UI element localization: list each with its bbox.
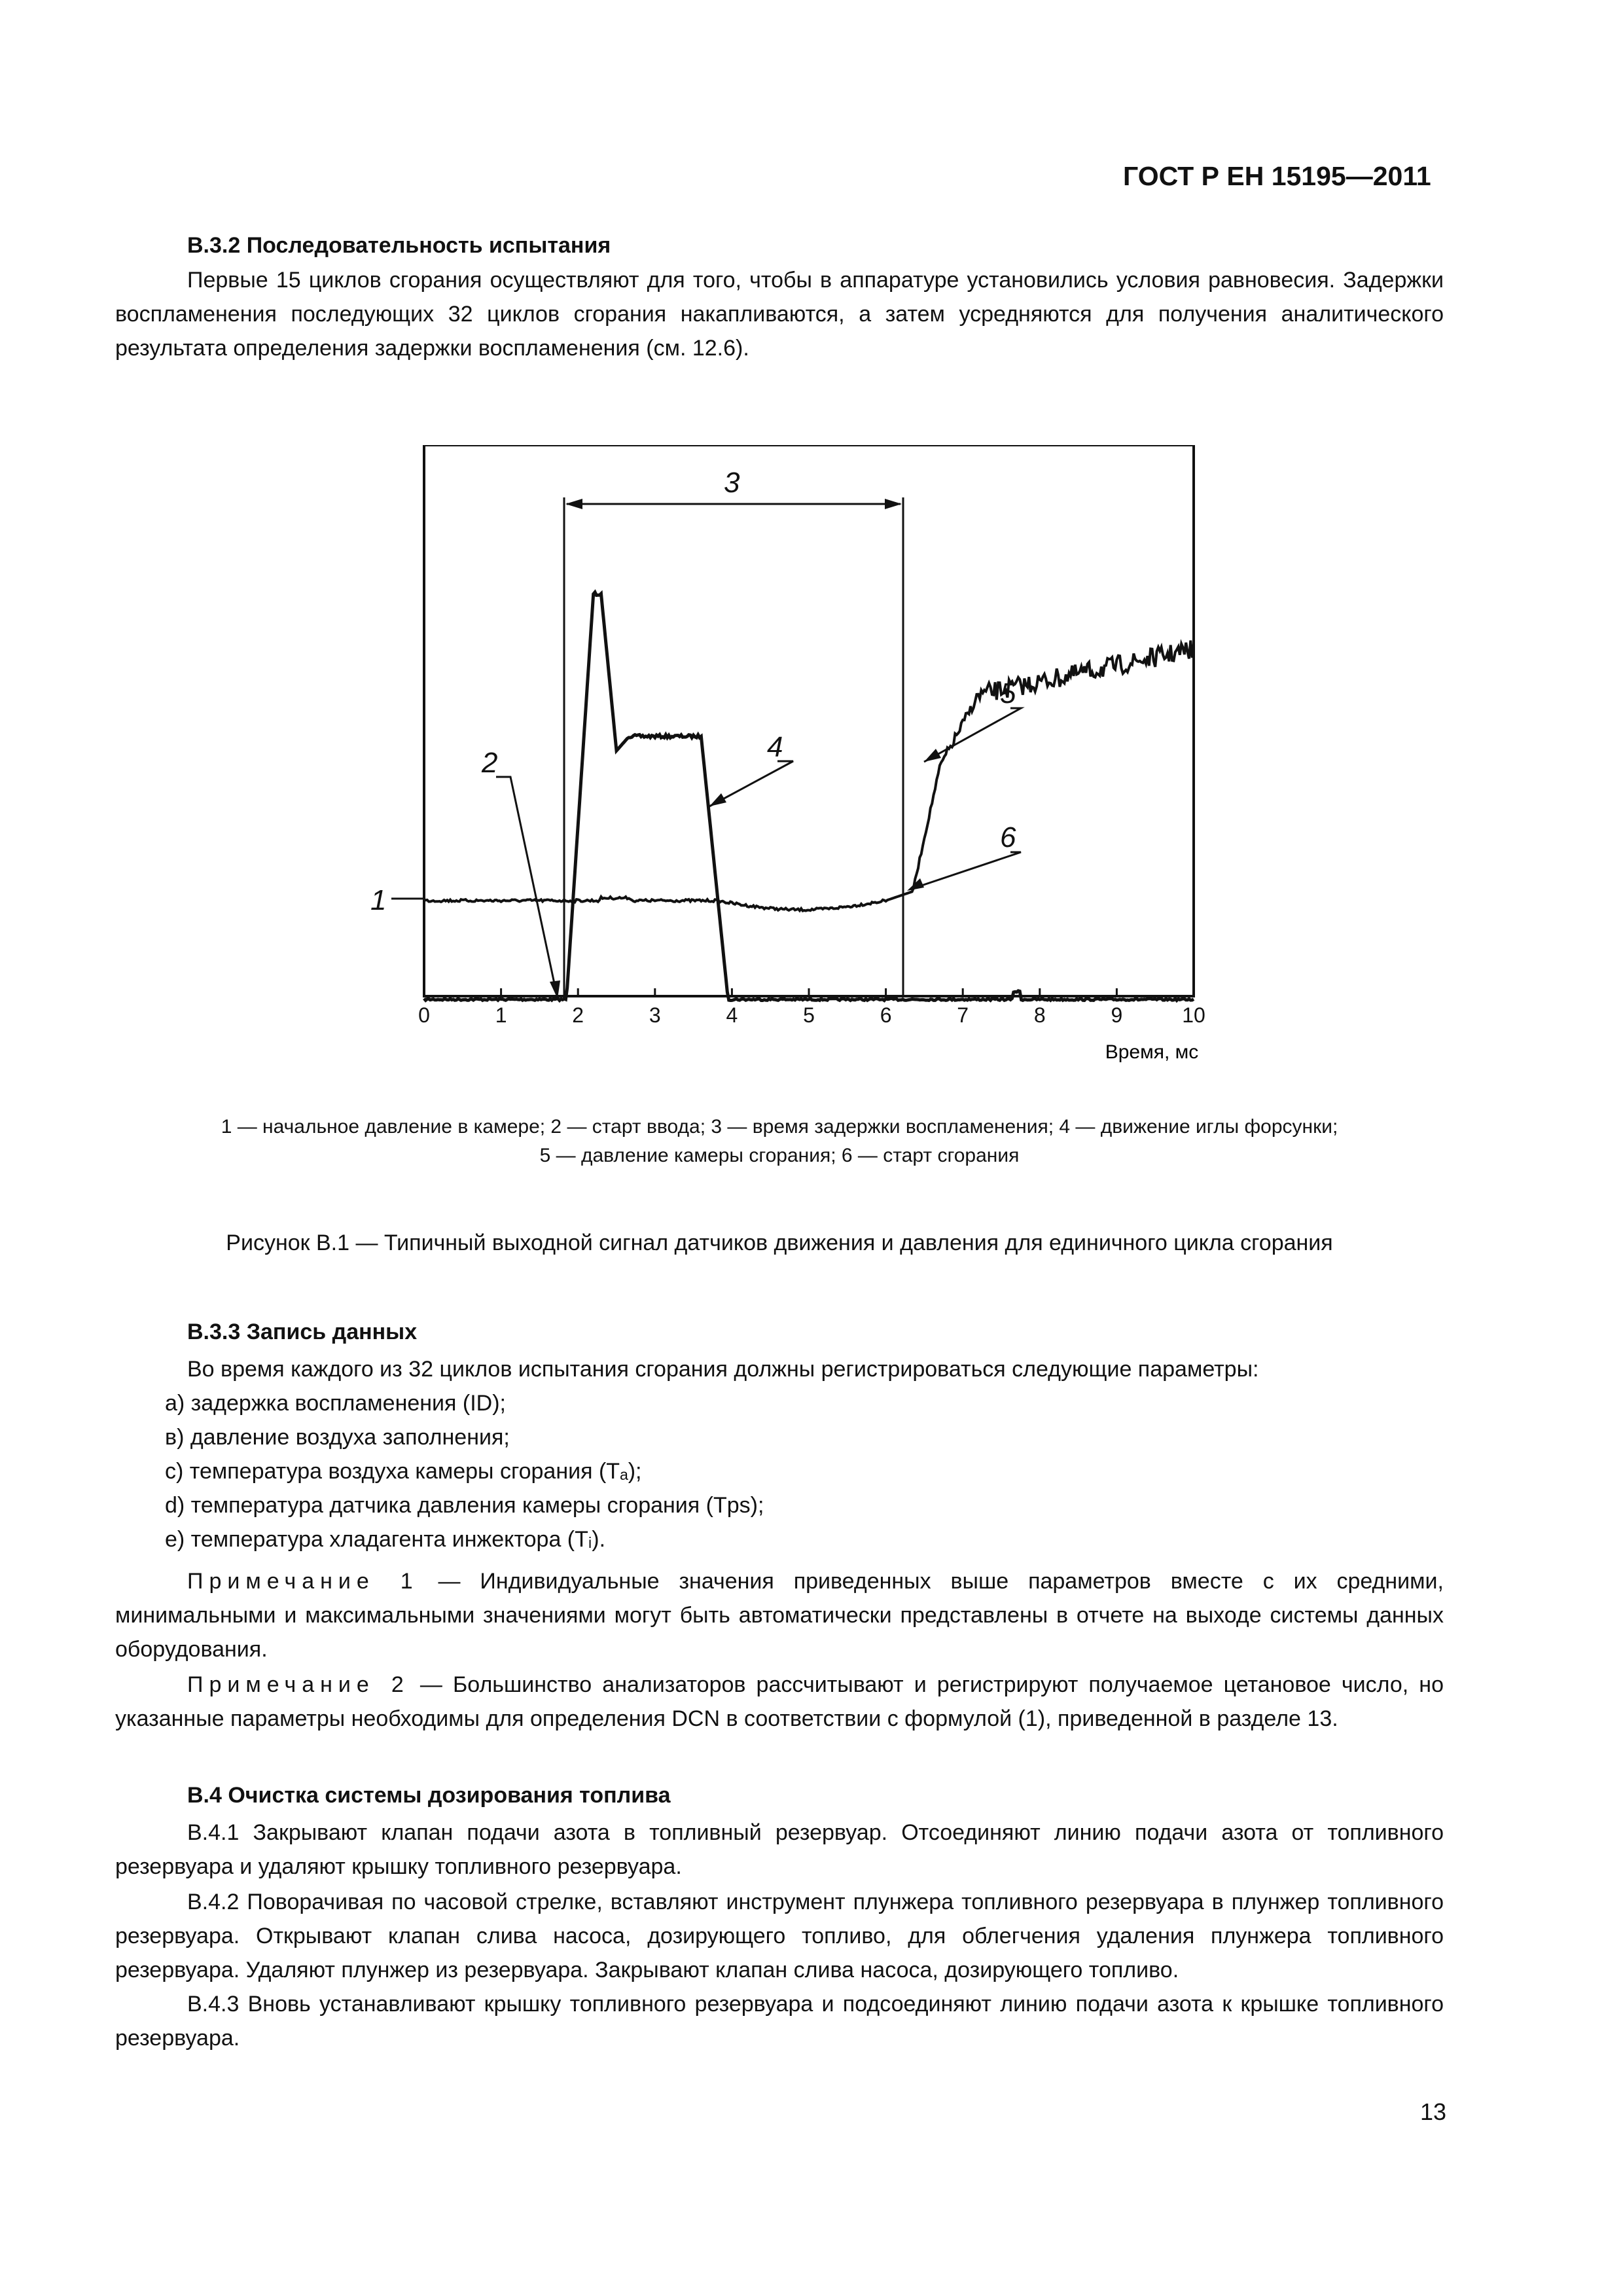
note-2-label: Примечание 2 — [187, 1672, 410, 1697]
paragraph — [115, 263, 1444, 365]
x-tick-label: 5 — [803, 1003, 815, 1027]
injector-needle-lift-curve — [424, 592, 1194, 1001]
list-item: e) температура хладагента инжектора (Tᵢ). — [165, 1527, 606, 1552]
paragraph-b42 — [115, 1885, 1444, 1987]
list-item: d) температура датчика давления камеры сгорания (Tps); — [165, 1493, 764, 1518]
note-2-text: — Большинство анализаторов рассчитывают и регистрируют получаемое цетановое число, но указанные параметры необходимы для определения DCN в соответствии с формулой (1), приведенной в разделе 13. — [115, 1672, 1444, 1731]
x-tick-label: 8 — [1033, 1003, 1046, 1027]
x-tick-label: 7 — [957, 1003, 969, 1027]
list-item: в) давление воздуха заполнения; — [165, 1425, 510, 1450]
paragraph-text: В.4.3 Вновь устанавливают крышку топливного резервуара и подсоединяют линию подачи азота к крышке топливного резервуара. — [115, 1992, 1444, 2051]
sensor-signal-figure — [366, 445, 1270, 1073]
note-1 — [115, 1564, 1444, 1666]
x-tick-label: 1 — [495, 1003, 507, 1027]
page-number: 13 — [1420, 2098, 1447, 2125]
callout-4: 4 — [767, 731, 783, 763]
figure-legend — [115, 1113, 1444, 1170]
x-tick-label: 2 — [572, 1003, 584, 1027]
callout-5: 5 — [1000, 677, 1016, 709]
callout-3: 3 — [724, 467, 740, 499]
list-item: а) задержка воспламенения (ID); — [165, 1391, 506, 1416]
callout-2: 2 — [482, 747, 498, 779]
parameter-list — [165, 1386, 1441, 1556]
x-tick-label: 4 — [726, 1003, 738, 1027]
note-1-text: — Индивидуальные значения приведенных выше параметров вместе с их средними, минимальными и максимальными значениями могут быть автоматически представлены в отчете на выходе системы данных оборудования. — [115, 1569, 1444, 1662]
callout-1: 1 — [370, 884, 387, 916]
section-title-b32: В.3.2 Последовательность испытания — [187, 233, 611, 258]
callout-6: 6 — [1000, 821, 1016, 853]
section-title-b33: В.3.3 Запись данных — [187, 1319, 418, 1344]
figure-caption: Рисунок В.1 — Типичный выходной сигнал датчиков движения и давления для единичного цикла сгорания — [226, 1230, 1333, 1255]
document-code: ГОСТ Р ЕН 15195—2011 — [1123, 161, 1431, 191]
paragraph-b41 — [115, 1816, 1444, 1884]
note-1-label: Примечание 1 — [187, 1569, 419, 1594]
x-tick-label: 0 — [418, 1003, 430, 1027]
paragraph-text: Первые 15 циклов сгорания осуществляют для того, чтобы в аппаратуре установились условия равновесия. Задержки воспламенения последующих 32 циклов сгорания накапливаются, а затем усредняются для получения аналитического результата определения задержки воспламенения (см. 12.6). — [115, 268, 1444, 361]
paragraph-text: В.4.2 Поворачивая по часовой стрелке, вставляют инструмент плунжера топливного резервуара в плунжер топливного резервуара. Открывают клапан слива насоса, дозирующего топливо, для облегчения удаления плунжера топливного резервуара. Удаляют плунжер из резервуара. Закрывают клапан слива насоса, дозирующего топливо. — [115, 1890, 1444, 1982]
list-intro: Во время каждого из 32 циклов испытания сгорания должны регистрироваться следующие параметры: — [187, 1357, 1259, 1382]
legend-line-1: 1 — начальное давление в камере; 2 — старт ввода; 3 — время задержки воспламенения; 4 — движение иглы форсунки; — [221, 1116, 1338, 1138]
paragraph-b43 — [115, 1987, 1444, 2055]
x-tick-label: 6 — [880, 1003, 892, 1027]
note-2 — [115, 1668, 1444, 1736]
x-tick-label: 10 — [1182, 1003, 1205, 1027]
section-title-b4: В.4 Очистка системы дозирования топлива — [187, 1783, 671, 1808]
legend-line-2: 5 — давление камеры сгорания; 6 — старт сгорания — [539, 1145, 1020, 1166]
x-tick-label: 9 — [1111, 1003, 1123, 1027]
x-axis-unit: Время, мс — [1105, 1041, 1199, 1063]
paragraph-text: В.4.1 Закрывают клапан подачи азота в топливный резервуар. Отсоединяют линию подачи азота от топливного резервуара и удаляют крышку топливного резервуара. — [115, 1820, 1444, 1879]
x-tick-label: 3 — [649, 1003, 661, 1027]
list-item: c) температура воздуха камеры сгорания (Tₐ); — [165, 1459, 642, 1484]
chamber-pressure-curve — [424, 641, 1194, 911]
